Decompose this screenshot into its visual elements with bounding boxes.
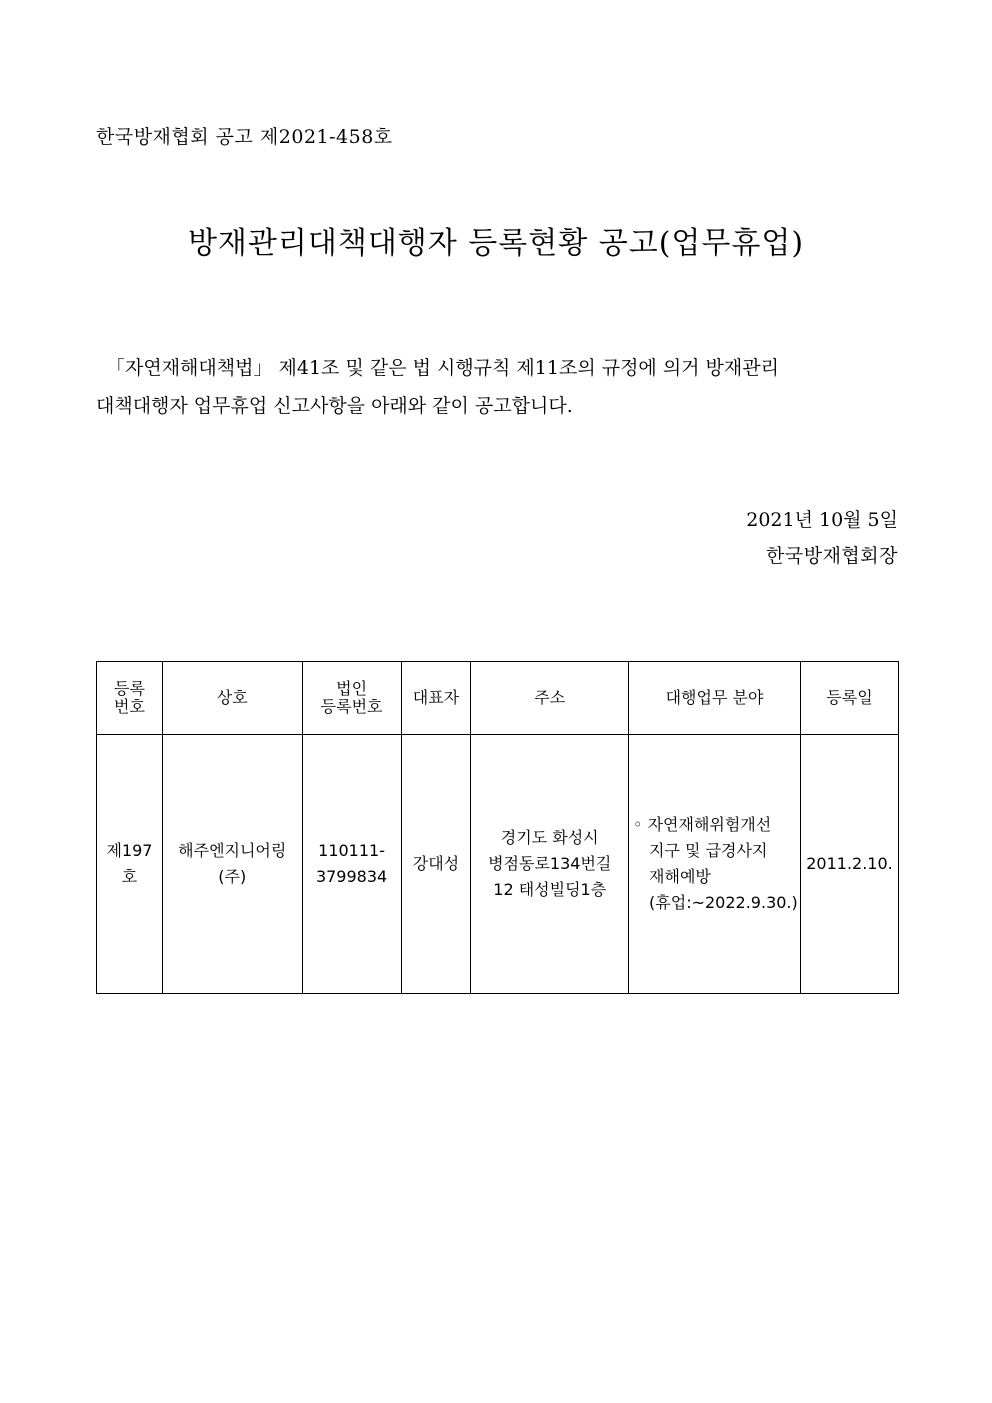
header-field: 대행업무 분야: [629, 662, 801, 735]
signer-name: 한국방재협회장: [766, 545, 898, 567]
registration-table: [96, 661, 899, 994]
notice-body: [96, 349, 898, 425]
cell-text: 110111-: [318, 841, 385, 860]
header-text: 법인: [336, 679, 368, 698]
cell-ceo: 강대성: [401, 735, 471, 994]
notice-date: 2021년 10월 5일: [746, 509, 898, 531]
cell-text: 병점동로134번길: [488, 854, 612, 873]
cell-address: [471, 735, 629, 994]
cell-text: 12 태성빌딩1층: [493, 880, 607, 899]
header-text: 등록: [113, 679, 145, 698]
header-company: 상호: [162, 662, 302, 735]
cell-reg-date: 2011.2.10.: [800, 735, 898, 994]
header-text: 번호: [113, 697, 145, 716]
cell-text: 3799834: [315, 867, 388, 886]
header-address: 주소: [471, 662, 629, 735]
cell-text: ◦ 자연재해위험개선: [633, 815, 772, 834]
body-line: 「자연재해대책법」 제41조 및 같은 법 시행규칙 제11조의 규정에 의거 방재관리: [106, 357, 779, 379]
header-corp-no: [302, 662, 401, 735]
cell-company: 해주엔지니어링(주): [162, 735, 302, 994]
table-header-row: [97, 662, 899, 735]
table-row: [97, 735, 899, 994]
cell-text: 지구 및 급경사지: [649, 841, 768, 860]
header-ceo: 대표자: [401, 662, 471, 735]
cell-text: 경기도 화성시: [500, 828, 599, 847]
header-reg-date: 등록일: [800, 662, 898, 735]
cell-field: [629, 735, 801, 994]
body-line: 대책대행자 업무휴업 신고사항을 아래와 같이 공고합니다.: [96, 395, 573, 417]
cell-corp-no: [302, 735, 401, 994]
cell-text: (휴업:~2022.9.30.): [649, 893, 798, 912]
header-reg-no: [97, 662, 163, 735]
notice-number: 한국방재협회 공고 제2021-458호: [96, 126, 393, 148]
header-text: 등록번호: [320, 697, 383, 716]
page-title: 방재관리대책대행자 등록현황 공고(업무휴업): [187, 226, 805, 261]
cell-reg-no: 제197호: [97, 735, 163, 994]
cell-text: 재해예방: [649, 867, 711, 886]
